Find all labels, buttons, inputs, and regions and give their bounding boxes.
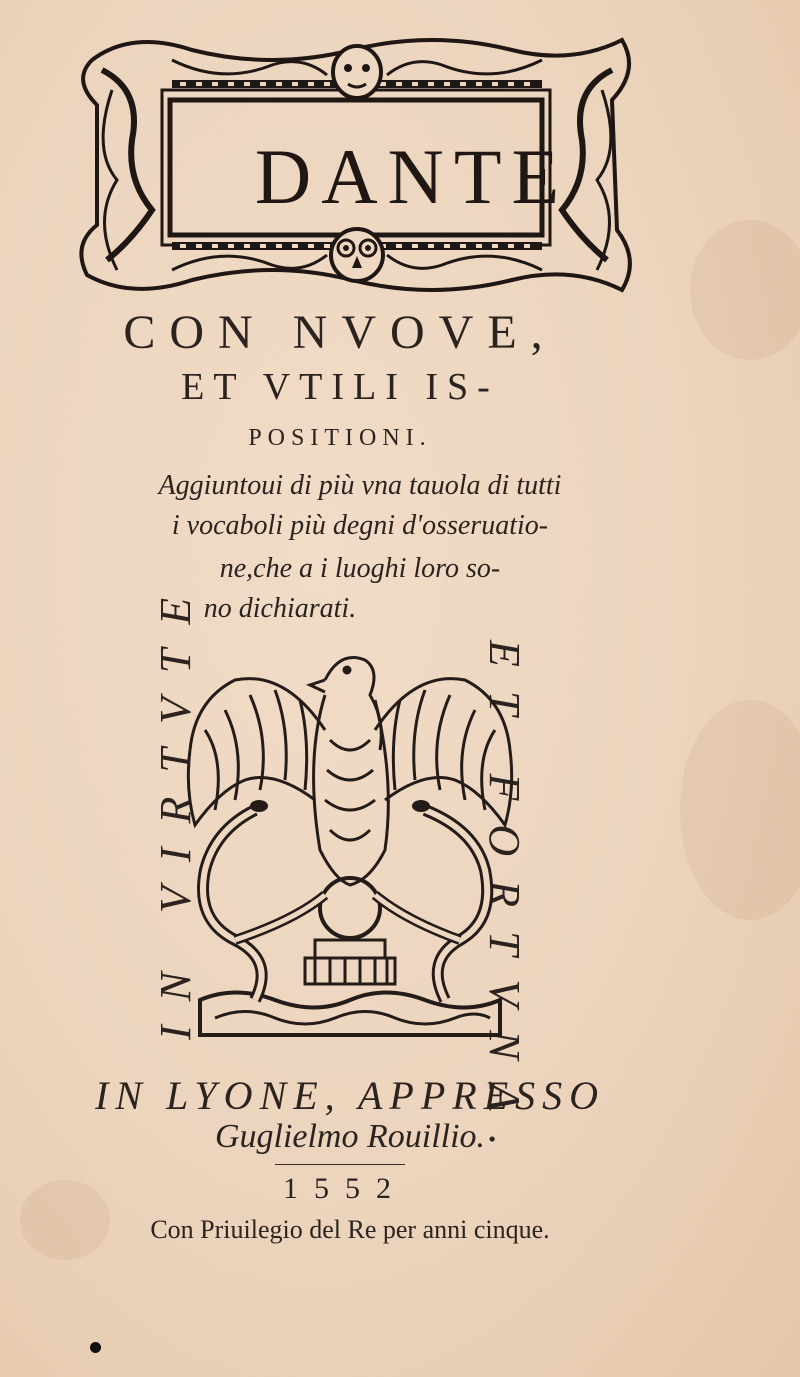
owl-ornament [331, 229, 383, 281]
description-line-1: Aggiuntoui di più vna tauola di tutti [158, 470, 562, 501]
subtitle-line-1: CON NVOVE, [123, 306, 557, 359]
eagle-serpents-woodcut [175, 640, 525, 1050]
ink-spot [90, 1342, 101, 1353]
subtitle-line-3: POSITIONI. [248, 425, 432, 451]
subtitle-line-2: ET VTILI IS- [181, 366, 499, 408]
description-line-3: ne,che a i luoghi loro so- [219, 553, 501, 584]
description-line-2: i vocaboli più degni d'osseruatio- [171, 510, 549, 541]
divider-rule [275, 1164, 405, 1165]
imprint-place: IN LYONE, APPRESSO [94, 1073, 606, 1118]
description-line-4: no dichiarati. [203, 593, 357, 624]
paper-stain [680, 700, 800, 920]
printers-device-eagle [175, 640, 525, 1050]
title-cartouche [72, 30, 642, 300]
imprint-printer: Guglielmo Rouillio. [214, 1118, 486, 1155]
imprint-year: 1552 [283, 1172, 407, 1205]
privilege-statement: Con Priuilegio del Re per anni cinque. [150, 1215, 550, 1244]
emblem-motto-right: ET FORTVNA. [480, 640, 529, 1170]
mask-ornament [333, 46, 381, 98]
book-title: DANTE [254, 133, 570, 220]
emblem-motto-left: IN VIRTVTE [151, 573, 200, 1040]
